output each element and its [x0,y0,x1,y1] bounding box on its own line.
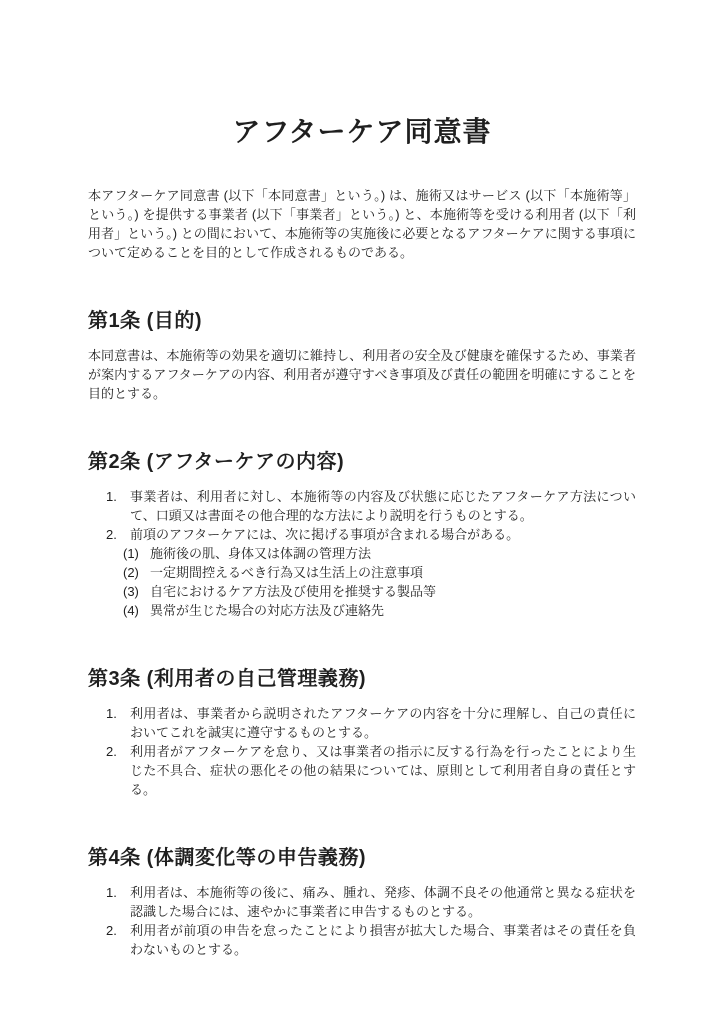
article-1-heading: 第1条 (目的) [88,310,202,332]
list-item-number: 1. [106,885,117,900]
sublist-item-text: 一定期間控えるべき行為又は生活上の注意事項 [150,565,424,580]
sublist-item-text: 施術後の肌、身体又は体調の管理方法 [150,546,372,561]
list-item [106,487,636,525]
sublist-item-text: 自宅におけるケア方法及び使用を推奨する製品等 [150,584,437,599]
article-3-heading: 第3条 (利用者の自己管理義務) [88,668,366,690]
sublist-item [123,544,636,563]
list-item-text: 利用者がアフターケアを怠り、又は事業者の指示に反する行為を行ったことにより生じた不具合、症状の悪化その他の結果については、原則として利用者自身の責任とする。 [130,744,636,797]
list-item [106,525,636,620]
sublist-item-text: 異常が生じた場合の対応方法及び連絡先 [150,603,385,618]
article-2-heading: 第2条 (アフターケアの内容) [88,451,345,473]
section-article-4 [88,845,636,959]
list-item-number: 1. [106,706,117,721]
list-item [106,704,636,742]
article-4-list [88,883,636,959]
article-2-sublist [123,544,636,620]
list-item-text: 利用者が前項の申告を怠ったことにより損害が拡大した場合、事業者はその責任を負わないものとする。 [130,923,636,957]
list-item-text: 前項のアフターケアには、次に掲げる事項が含まれる場合がある。 [130,527,520,542]
section-article-1 [88,308,636,403]
document-title: アフターケア同意書 [232,116,492,147]
list-item [106,742,636,799]
sublist-item [123,563,636,582]
sublist-item-number: (1) [123,546,139,561]
list-item-text: 利用者は、本施術等の後に、痛み、腫れ、発疹、体調不良その他通常と異なる症状を認識した場合には、速やかに事業者に申告するものとする。 [130,885,636,919]
sublist-item [123,582,636,601]
sublist-item-number: (3) [123,584,139,599]
list-item-number: 2. [106,744,117,759]
list-item-number: 2. [106,527,117,542]
list-item [106,883,636,921]
article-4-heading: 第4条 (体調変化等の申告義務) [88,847,366,869]
list-item-text: 利用者は、事業者から説明されたアフターケアの内容を十分に理解し、自己の責任においてこれを誠実に遵守するものとする。 [130,706,636,740]
article-1-body: 本同意書は、本施術等の効果を適切に維持し、利用者の安全及び健康を確保するため、事業者が案内するアフターケアの内容、利用者が遵守すべき事項及び責任の範囲を明確にすることを目的とする。 [88,348,636,401]
list-item-number: 1. [106,489,117,504]
sublist-item-number: (2) [123,565,139,580]
list-item [106,921,636,959]
list-item-number: 2. [106,923,117,938]
sublist-item [123,601,636,620]
article-2-list [88,487,636,620]
section-article-2 [88,449,636,620]
section-article-3 [88,666,636,799]
article-3-list [88,704,636,799]
sublist-item-number: (4) [123,603,139,618]
list-item-text: 事業者は、利用者に対し、本施術等の内容及び状態に応じたアフターケア方法について、口頭又は書面その他合理的な方法により説明を行うものとする。 [130,489,636,523]
intro-paragraph: 本アフターケア同意書 (以下「本同意書」という。) は、施術又はサービス (以下「本施術等」という。) を提供する事業者 (以下「事業者」という。) と、本施術等を受ける利用者 (以下「利用者」という。) との間において、本施術等の実施後に必要となるアフターケアに関する事項について定めることを目的として作成されるものである。 [88,188,636,260]
